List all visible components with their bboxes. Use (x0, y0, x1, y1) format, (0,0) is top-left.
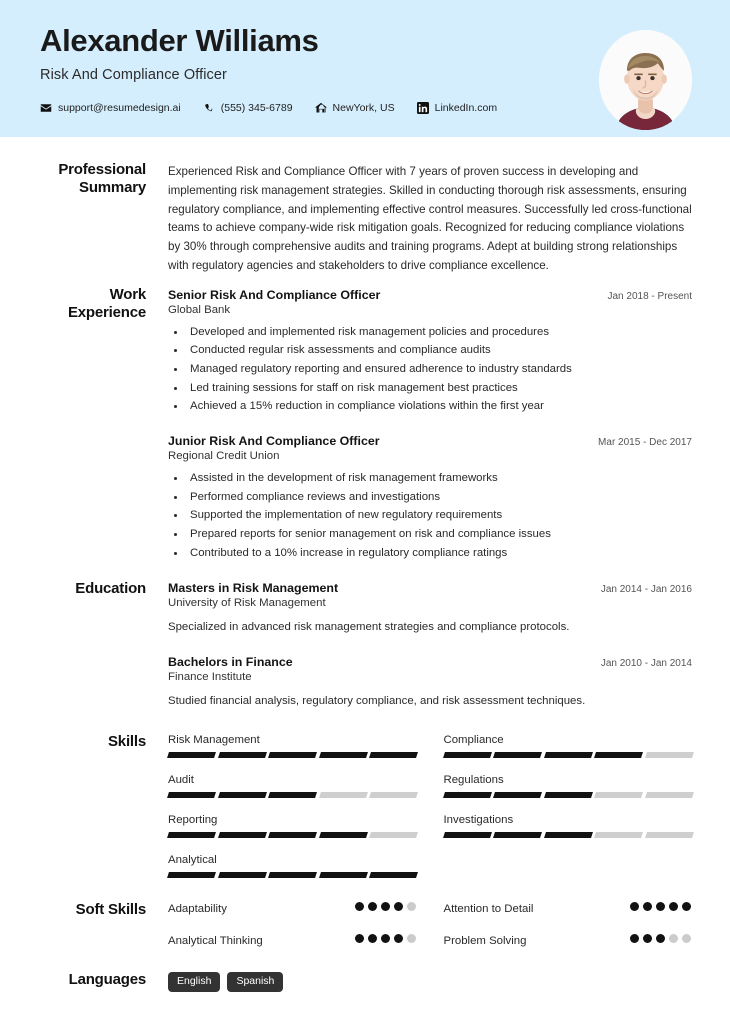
soft-skill-rating (355, 934, 417, 943)
list-item: • Supported the implementation of new regulatory requirements (186, 507, 692, 525)
soft-skills-grid (168, 902, 692, 964)
education-entry-title: Bachelors in Finance (168, 654, 293, 669)
section-soft-skills (28, 900, 692, 964)
rating-dot (643, 902, 652, 911)
skill-item (444, 774, 693, 798)
skill-item (168, 734, 417, 758)
work-entry-date: Jan 2018 - Present (607, 290, 692, 302)
rating-dot (407, 902, 416, 911)
envelope-icon (40, 102, 52, 114)
skill-segment (167, 872, 215, 878)
education-entry-org: Finance Institute (168, 670, 252, 683)
rating-dot (682, 902, 691, 911)
skill-segment (443, 832, 491, 838)
skill-segment (268, 832, 316, 838)
list-item: • Prepared reports for senior management on risk and compliance issues (186, 526, 692, 544)
language-chip: Spanish (227, 972, 283, 993)
section-skills (28, 732, 692, 894)
contact-row (40, 102, 497, 114)
skill-level-bar (168, 872, 417, 878)
section-label-languages: Languages (68, 970, 146, 988)
contact-email-text: support@resumedesign.ai (58, 102, 181, 115)
soft-skill-name: Attention to Detail (443, 902, 534, 915)
skill-name: Risk Management (168, 733, 260, 746)
skill-segment (319, 752, 367, 758)
skill-segment (645, 752, 693, 758)
work-entry-org: Global Bank (168, 303, 231, 316)
skill-segment (167, 792, 215, 798)
skill-segment (493, 792, 541, 798)
section-work-experience (28, 286, 692, 564)
soft-skill-name: Adaptability (168, 902, 227, 915)
rating-dot (656, 934, 665, 943)
rating-dot (407, 934, 416, 943)
skill-level-bar (444, 792, 693, 798)
header-identity-block (40, 22, 497, 114)
work-entry-bullets (186, 470, 692, 562)
soft-skill-rating (630, 902, 692, 911)
summary-text: Experienced Risk and Compliance Officer with 7 years of proven success in developing and implementing risk management strategies. Skilled in conducting thorough risk assessments, ensuring regulatory compliance, and implementing effective control measures. Successfully led cross-functional teams to achieve company-wide risk mitigation goals. Recognized for reducing compliance violations by 30% through comprehensive audits and training programs. Adept at building strong relationships with regulatory agencies and stakeholders to drive compliance excellence. (168, 165, 692, 272)
education-entry-org: University of Risk Management (168, 597, 326, 610)
work-entry (168, 288, 692, 416)
rating-dot (682, 934, 691, 943)
skill-item (444, 814, 693, 838)
skill-segment (268, 872, 316, 878)
skill-segment (218, 872, 266, 878)
skill-segment (319, 792, 367, 798)
home-icon (315, 102, 327, 114)
education-entry (168, 655, 692, 710)
soft-skill-item (444, 934, 693, 964)
contact-linkedin-text: LinkedIn.com (434, 102, 498, 115)
skill-segment (319, 832, 367, 838)
section-label-soft-skills: Soft Skills (75, 900, 146, 918)
linkedin-icon (417, 102, 429, 114)
skill-segment (369, 872, 417, 878)
education-entry-desc: Studied financial analysis, regulatory compliance, and risk assessment techniques. (168, 694, 586, 707)
skill-segment (544, 792, 592, 798)
section-label-work: Work Experience (67, 285, 146, 321)
skill-item (168, 854, 417, 878)
soft-skill-item (168, 934, 417, 964)
skill-segment (268, 752, 316, 758)
skill-item (444, 734, 693, 758)
skill-segment (544, 832, 592, 838)
skill-segment (493, 832, 541, 838)
skill-segment (218, 832, 266, 838)
skill-name: Compliance (443, 733, 504, 746)
rating-dot (669, 902, 678, 911)
phone-icon (203, 102, 215, 114)
soft-skill-name: Analytical Thinking (168, 934, 263, 947)
contact-email[interactable] (40, 102, 181, 114)
skill-name: Reporting (168, 813, 218, 826)
soft-skill-rating (355, 902, 417, 911)
skill-segment (218, 752, 266, 758)
work-entry-date: Mar 2015 - Dec 2017 (598, 437, 692, 449)
avatar (599, 30, 692, 130)
skill-level-bar (168, 792, 417, 798)
section-professional-summary (28, 161, 692, 276)
skill-item (168, 814, 417, 838)
list-item: • Performed compliance reviews and investigations (186, 489, 692, 507)
section-languages (28, 970, 692, 993)
contact-phone-text: (555) 345-6789 (220, 102, 293, 115)
contact-phone[interactable] (203, 102, 293, 114)
skill-level-bar (444, 832, 693, 838)
skill-name: Investigations (443, 813, 514, 826)
contact-linkedin[interactable] (417, 102, 497, 114)
soft-skill-item (168, 902, 417, 932)
rating-dot (656, 902, 665, 911)
education-entry-desc: Specialized in advanced risk management strategies and compliance protocols. (168, 621, 570, 634)
page-title: Alexander Williams (40, 23, 319, 58)
languages-list (168, 972, 692, 993)
rating-dot (381, 934, 390, 943)
section-education (28, 579, 692, 709)
work-entry (168, 434, 692, 562)
rating-dot (394, 934, 403, 943)
rating-dot (368, 934, 377, 943)
skill-item (168, 774, 417, 798)
education-entry-date: Jan 2014 - Jan 2016 (600, 584, 692, 596)
skill-segment (594, 792, 642, 798)
skill-segment (493, 752, 541, 758)
education-entry (168, 581, 692, 636)
rating-dot (355, 934, 364, 943)
list-item: • Developed and implemented risk management policies and procedures (186, 324, 692, 342)
skill-segment (268, 792, 316, 798)
rating-dot (355, 902, 364, 911)
list-item: • Led training sessions for staff on risk management best practices (186, 380, 692, 398)
skill-segment (645, 832, 693, 838)
skill-segment (369, 832, 417, 838)
resume-body (0, 137, 730, 992)
list-item: • Achieved a 15% reduction in compliance violations within the first year (186, 398, 692, 416)
rating-dot (630, 902, 639, 911)
rating-dot (368, 902, 377, 911)
section-label-education: Education (75, 580, 146, 598)
skill-segment (218, 792, 266, 798)
skill-segment (645, 792, 693, 798)
skill-level-bar (444, 752, 693, 758)
skill-level-bar (168, 832, 417, 838)
rating-dot (381, 902, 390, 911)
soft-skill-name: Problem Solving (443, 934, 527, 947)
skill-segment (369, 752, 417, 758)
skill-segment (443, 792, 491, 798)
education-entry-date: Jan 2010 - Jan 2014 (600, 657, 692, 669)
section-label-summary: Professional Summary (58, 161, 146, 197)
skill-name: Regulations (443, 773, 504, 786)
skills-grid (168, 734, 692, 894)
work-entry-title: Junior Risk And Compliance Officer (168, 434, 380, 449)
section-label-skills: Skills (108, 732, 146, 750)
contact-location-text: NewYork, US (332, 102, 395, 115)
resume-header (0, 0, 730, 137)
skill-segment (319, 872, 367, 878)
rating-dot (394, 902, 403, 911)
education-entry-title: Masters in Risk Management (168, 581, 339, 596)
rating-dot (643, 934, 652, 943)
soft-skill-rating (630, 934, 692, 943)
rating-dot (630, 934, 639, 943)
skill-segment (369, 792, 417, 798)
list-item: • Conducted regular risk assessments and compliance audits (186, 342, 692, 360)
skill-name: Audit (168, 773, 194, 786)
work-entry-title: Senior Risk And Compliance Officer (168, 287, 381, 302)
skill-segment (167, 752, 215, 758)
list-item: • Contributed to a 10% increase in regulatory compliance ratings (186, 545, 692, 563)
job-title: Risk And Compliance Officer (40, 67, 227, 84)
skill-segment (167, 832, 215, 838)
skill-segment (443, 752, 491, 758)
list-item: • Managed regulatory reporting and ensured adherence to industry standards (186, 361, 692, 379)
skill-segment (594, 832, 642, 838)
soft-skill-item (444, 902, 693, 932)
skill-segment (594, 752, 642, 758)
contact-location[interactable] (315, 102, 395, 114)
list-item: • Assisted in the development of risk management frameworks (186, 470, 692, 488)
skill-segment (544, 752, 592, 758)
language-chip: English (168, 972, 220, 993)
skill-name: Analytical (168, 853, 217, 866)
work-entry-bullets (186, 324, 692, 416)
skill-level-bar (168, 752, 417, 758)
work-entry-org: Regional Credit Union (168, 450, 280, 463)
rating-dot (669, 934, 678, 943)
